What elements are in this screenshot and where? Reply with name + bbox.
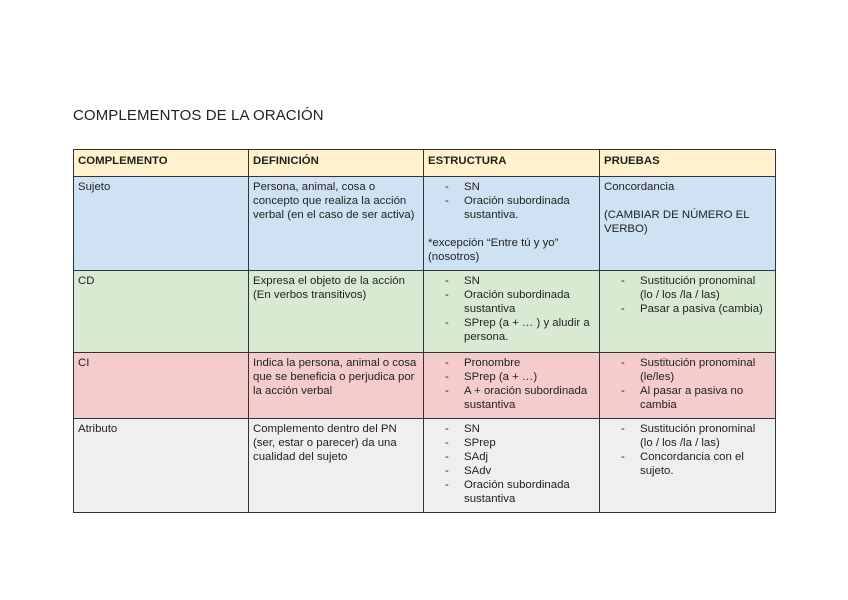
- list-item: - Sustitución pronominal (le/les): [621, 356, 771, 384]
- pruebas-list: [604, 422, 771, 478]
- header-definicion: DEFINICIÓN: [249, 150, 424, 177]
- cell-definicion: Indica la persona, animal o cosa que se beneficia o perjudica por la acción verbal: [249, 353, 424, 419]
- cell-pruebas: [600, 419, 776, 513]
- list-item: - SPrep (a + …): [445, 370, 595, 384]
- pruebas-list: [604, 356, 771, 412]
- cell-estructura: [424, 419, 600, 513]
- table-row: [74, 271, 776, 353]
- page-title: COMPLEMENTOS DE LA ORACIÓN: [73, 107, 324, 124]
- cell-estructura: [424, 271, 600, 353]
- pruebas-list: [604, 274, 771, 316]
- pruebas-text: Concordancia: [604, 181, 675, 193]
- list-item: - Pasar a pasiva (cambia): [621, 302, 771, 316]
- list-item: - SPrep: [445, 436, 595, 450]
- estructura-note: *excepción “Entre tú y yo” (nosotros): [428, 237, 559, 263]
- cell-pruebas: [600, 271, 776, 353]
- list-item: - SN: [445, 180, 595, 194]
- table-header-row: [74, 150, 776, 177]
- list-item: - SAdv: [445, 464, 595, 478]
- cell-complemento: CD: [74, 271, 249, 353]
- list-item: - Concordancia con el sujeto.: [621, 450, 771, 478]
- cell-complemento: Sujeto: [74, 177, 249, 271]
- estructura-list: [428, 274, 595, 344]
- list-item: - Sustitución pronominal (lo / los /la / las): [621, 422, 771, 450]
- list-item: - SAdj: [445, 450, 595, 464]
- complementos-table: [73, 149, 776, 513]
- table-row: [74, 353, 776, 419]
- pruebas-text: (CAMBIAR DE NÚMERO EL VERBO): [604, 209, 750, 235]
- list-item: - SN: [445, 422, 595, 436]
- list-item: - Oración subordinada sustantiva: [445, 288, 595, 316]
- cell-definicion: Complemento dentro del PN (ser, estar o parecer) da una cualidad del sujeto: [249, 419, 424, 513]
- list-item: - Al pasar a pasiva no cambia: [621, 384, 771, 412]
- header-complemento: COMPLEMENTO: [74, 150, 249, 177]
- cell-complemento: CI: [74, 353, 249, 419]
- list-item: - Oración subordinada sustantiva: [445, 478, 595, 506]
- cell-estructura: [424, 177, 600, 271]
- cell-pruebas: [600, 177, 776, 271]
- list-item: - SPrep (a + … ) y aludir a persona.: [445, 316, 595, 344]
- cell-definicion: Expresa el objeto de la acción (En verbos transitivos): [249, 271, 424, 353]
- estructura-list: [428, 422, 595, 506]
- list-item: - A + oración subordinada sustantiva: [445, 384, 595, 412]
- header-pruebas: PRUEBAS: [600, 150, 776, 177]
- table-row: [74, 419, 776, 513]
- cell-estructura: [424, 353, 600, 419]
- estructura-list: [428, 356, 595, 412]
- estructura-list: [428, 180, 595, 222]
- cell-complemento: Atributo: [74, 419, 249, 513]
- list-item: - SN: [445, 274, 595, 288]
- list-item: - Pronombre: [445, 356, 595, 370]
- cell-definicion: Persona, animal, cosa o concepto que realiza la acción verbal (en el caso de ser activa): [249, 177, 424, 271]
- list-item: - Oración subordinada sustantiva.: [445, 194, 595, 222]
- cell-pruebas: [600, 353, 776, 419]
- table-row: [74, 177, 776, 271]
- header-estructura: ESTRUCTURA: [424, 150, 600, 177]
- list-item: - Sustitución pronominal (lo / los /la / las): [621, 274, 771, 302]
